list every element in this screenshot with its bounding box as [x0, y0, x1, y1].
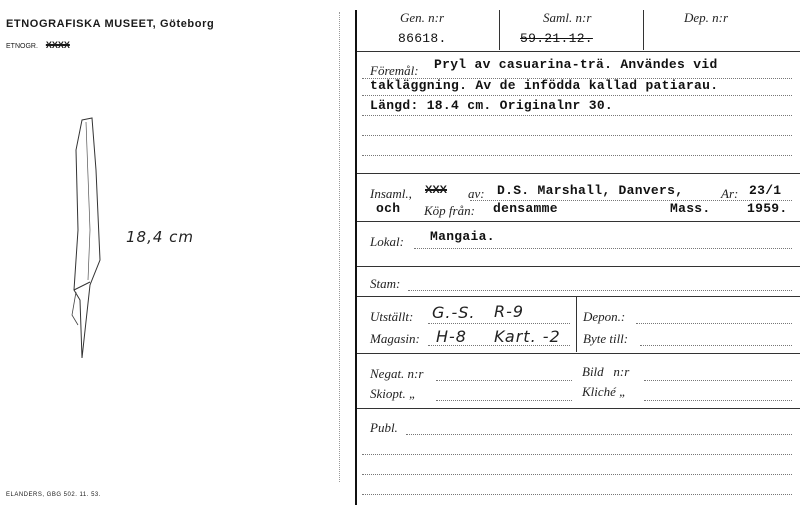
negat-label: Negat. n:r [370, 366, 424, 381]
av-label: av: [468, 186, 485, 201]
foremal-line3: Längd: 18.4 cm. Originalnr 30. [370, 98, 614, 113]
gen-value: 86618. [398, 31, 447, 46]
insaml-struck-text: XXX [425, 184, 448, 196]
foremal-line1: Pryl av casuarina-trä. Användes vid [434, 57, 718, 72]
publ-dots-2 [362, 454, 792, 455]
header-divider-1 [499, 10, 500, 50]
publ-label: Publ. [370, 420, 398, 435]
foremal-dots-3 [362, 115, 792, 116]
lokal-dots-1 [414, 248, 792, 249]
measure-note: 18,4 cm [126, 228, 195, 246]
foremal-dots-2 [362, 95, 792, 96]
kliche-label: Kliché „ [582, 384, 627, 399]
utstallt-dots [428, 323, 570, 324]
gen-label: Gen. n:r [400, 10, 445, 25]
etnogr-struck-text: XXXX [45, 40, 70, 50]
depon-dots [636, 323, 792, 324]
skiopt-dots [436, 400, 572, 401]
negat-bottom [357, 408, 800, 409]
lokal-value: Mangaia. [430, 229, 495, 244]
kop-label: Köp från: [424, 203, 475, 218]
printer-imprint: ELANDERS, GBG 502. 11. 53. [6, 492, 101, 498]
magasin-label: Magasin: [370, 331, 420, 346]
publ-dots-3 [362, 474, 792, 475]
foremal-label: Föremål: [370, 63, 419, 78]
publ-dots-1 [406, 434, 792, 435]
insaml-bottom [357, 221, 800, 222]
saml-value: 59.21.12. [520, 31, 593, 46]
byte-dots [640, 345, 792, 346]
dep-label: Dep. n:r [684, 10, 729, 25]
utstallt-value1: G.-S. [432, 303, 476, 322]
stam-label: Stam: [370, 276, 401, 291]
foremal-dots-5 [362, 155, 792, 156]
foremal-dots-1 [362, 78, 792, 79]
av-value: D.S. Marshall, Danvers, [497, 183, 684, 198]
fold-line [339, 12, 340, 482]
kop-value: densamme [493, 201, 558, 216]
magasin-dots [428, 345, 570, 346]
etnogr-line [6, 40, 70, 50]
mass-text: Mass. [670, 201, 711, 216]
foremal-line2: takläggning. Av de infödda kallad patiarau. [370, 78, 719, 93]
utstallt-label: Utställt: [370, 309, 414, 324]
card-left-border [355, 10, 357, 505]
och-text: och [376, 201, 401, 216]
header-divider-2 [643, 10, 644, 50]
lokal-bottom [357, 266, 800, 267]
skiopt-label: Skiopt. „ [370, 386, 417, 401]
header-bottom [357, 51, 800, 52]
bild-dots [644, 380, 792, 381]
awl-sketch [60, 110, 120, 370]
insaml-dots [470, 200, 792, 201]
magasin-value1: H-8 [436, 327, 467, 346]
byte-label: Byte till: [583, 331, 629, 346]
utst-divider [576, 296, 577, 352]
negat-dots [436, 380, 572, 381]
year-text: 1959. [747, 201, 788, 216]
museum-title: ETNOGRAFISKA MUSEET, Göteborg [6, 18, 215, 30]
lokal-label: Lokal: [370, 234, 404, 249]
kliche-dots [644, 400, 792, 401]
stam-dots [408, 290, 792, 291]
foremal-bottom [357, 173, 800, 174]
etnogr-label: ETNOGR. [6, 43, 38, 50]
saml-label: Saml. n:r [543, 10, 592, 25]
publ-dots-4 [362, 494, 792, 495]
utst-bottom [357, 353, 800, 354]
ar-label: Ar: [721, 186, 739, 201]
stam-bottom [357, 296, 800, 297]
utstallt-value2: R-9 [494, 302, 525, 321]
ar-value: 23/1 [749, 183, 782, 198]
foremal-dots-4 [362, 135, 792, 136]
magasin-value2: Kart. -2 [494, 327, 561, 346]
insaml-label: Insaml., [370, 186, 412, 201]
depon-label: Depon.: [583, 309, 626, 324]
bild-label: Bild n:r [582, 364, 630, 379]
